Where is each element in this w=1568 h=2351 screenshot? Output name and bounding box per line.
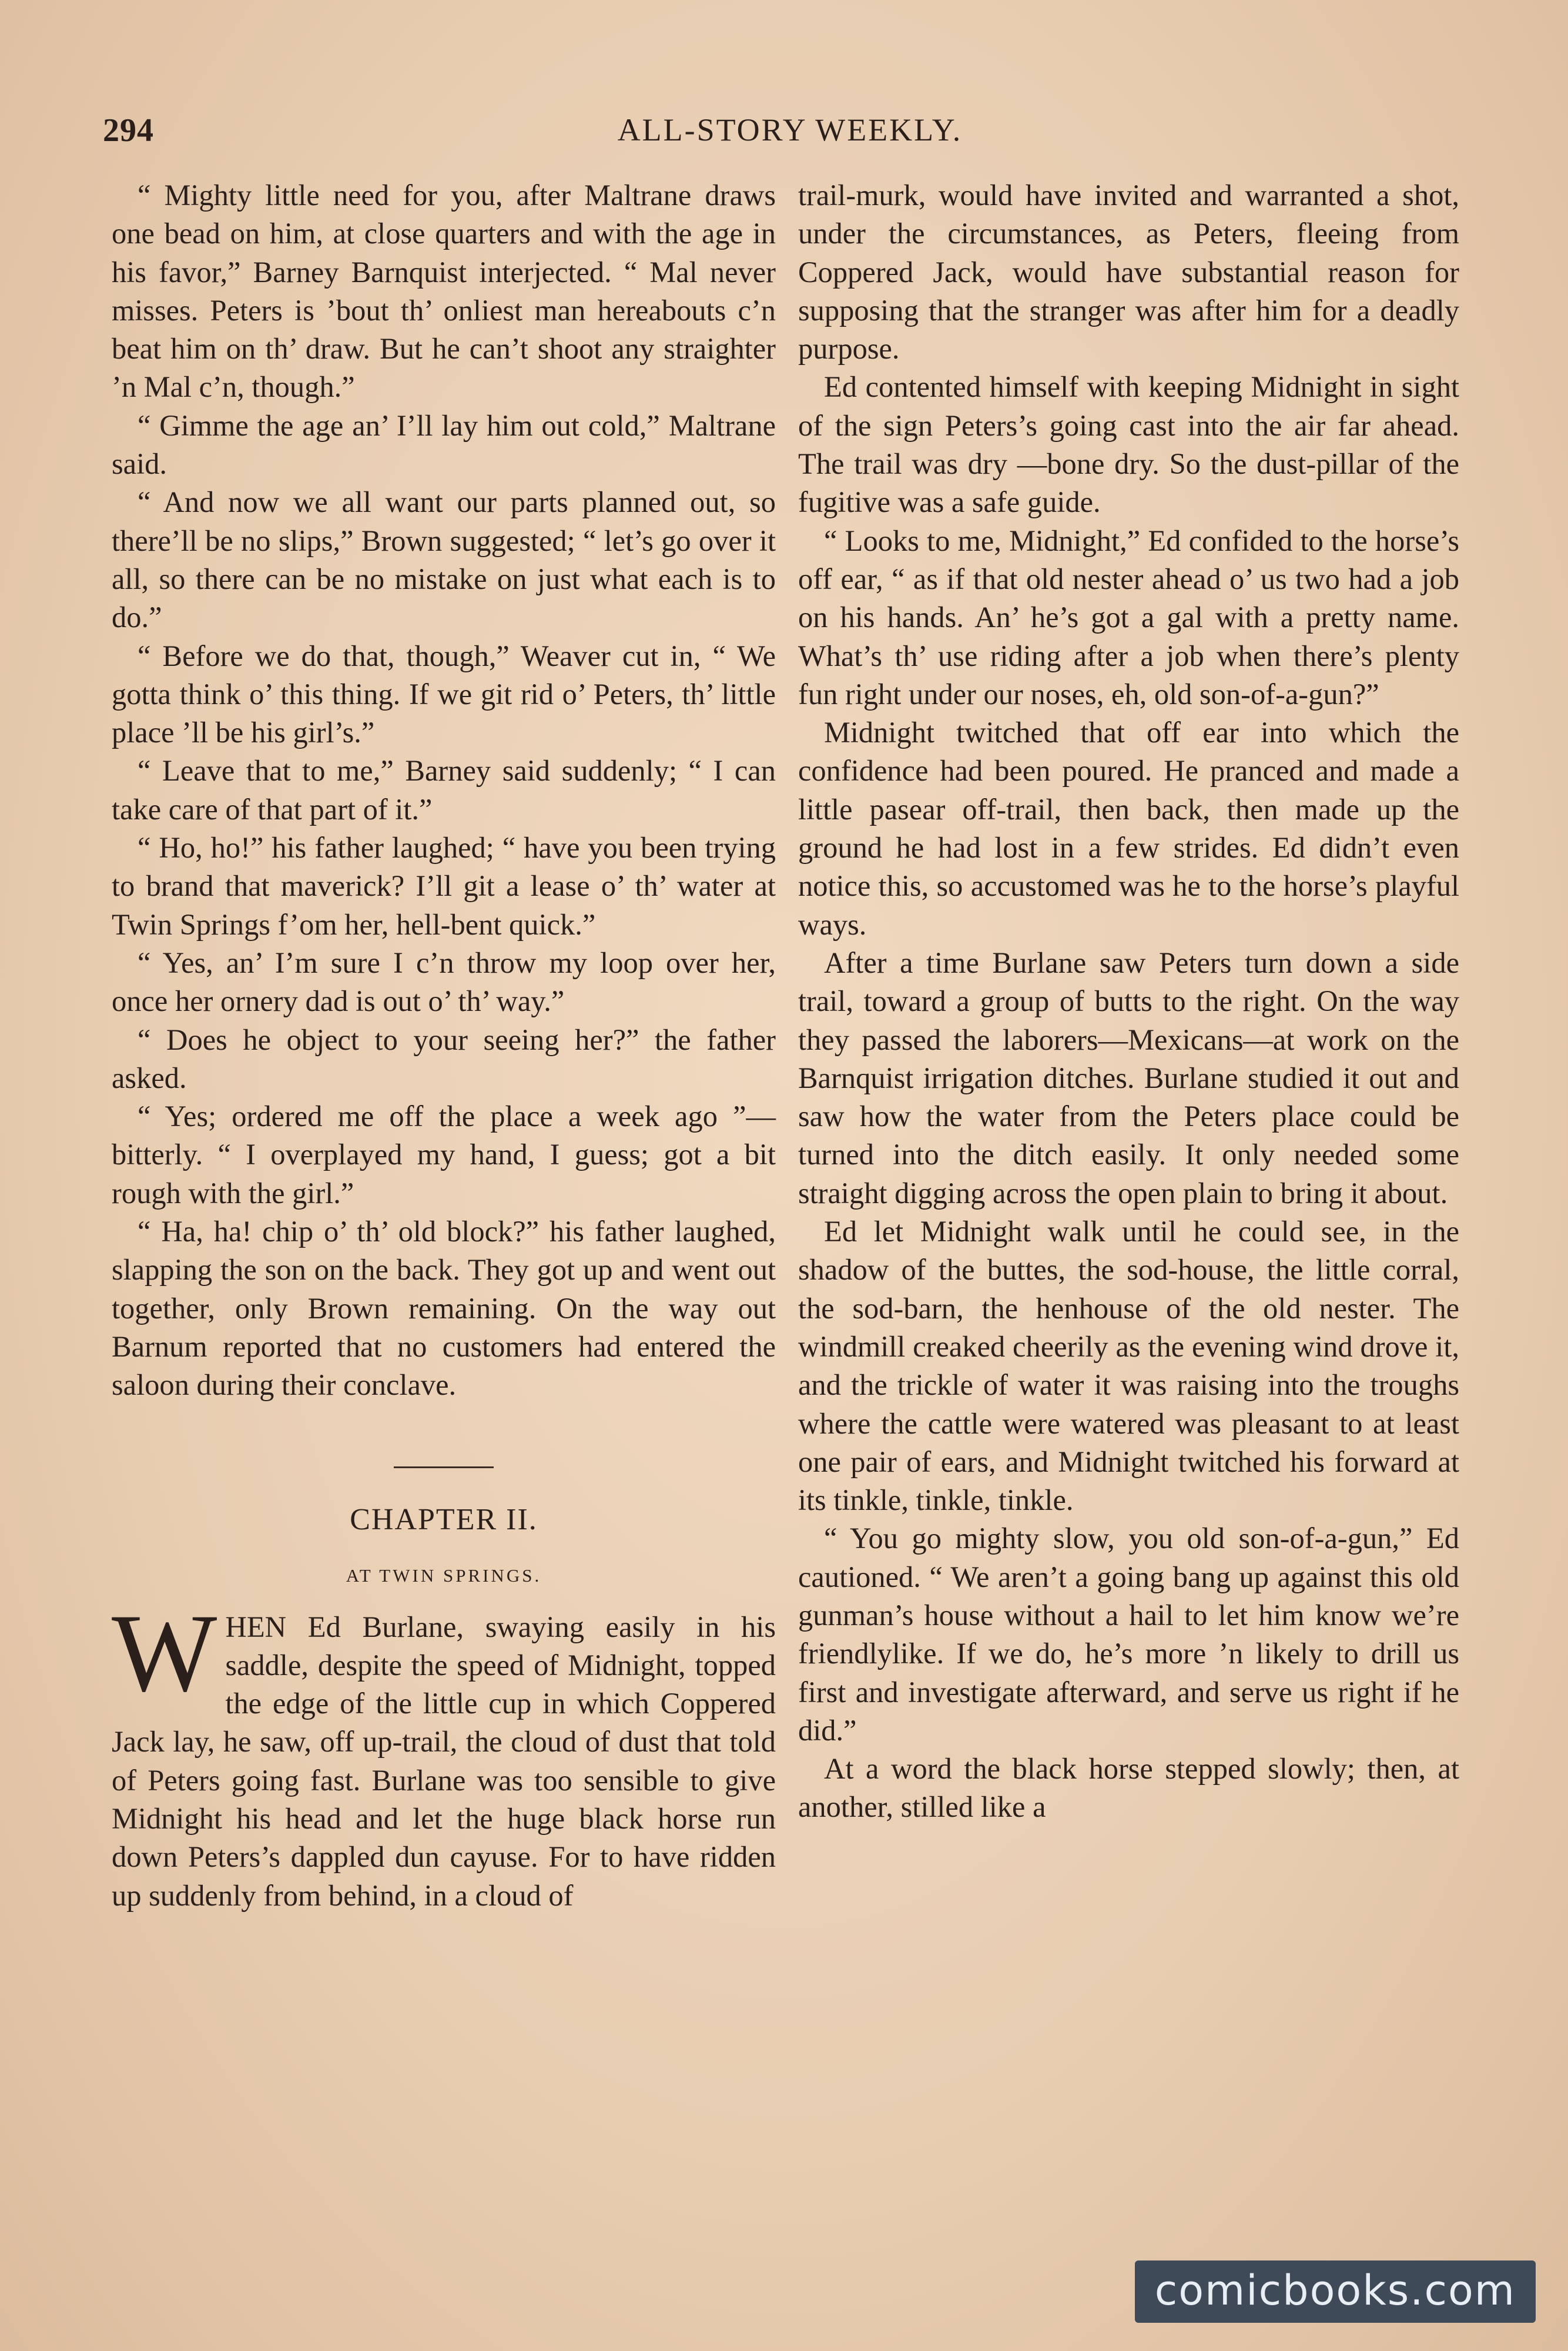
paragraph: “ Before we do that, though,” Weaver cut in, “ We gotta think o’ this thing. If we git rid o’ Peters, th’ little place ’ll be his girl’s.” [112,639,776,749]
opening-text: HEN Ed Burlane, swaying easily in his saddle, despite the speed of Midnight, topped the edge of the little cup in which Coppered Jack lay, he saw, off up-trail, the cloud of dust that told of Peters going fast. Burlane was too sensible to give Midnight his head and let the huge black horse run down Peters’s dappled dun cayuse. For to have ridden up suddenly from behind, in a cloud of [112,1610,776,1912]
left-column [112,176,776,1915]
paragraph: Ed let Midnight walk until he could see, in the shadow of the buttes, the sod-house, the little corral, the sod-barn, the henhouse of the old nester. The windmill creaked cheerily as the evening wind drove it, and the trickle of water it was raising into the troughs where the cattle were watered was pleasant to at least one pair of ears, and Midnight twitched his forward at its tinkle, tinkle, tinkle. [798,1215,1459,1517]
paragraph: “ Gimme the age an’ I’ll lay him out cold,” Maltrane said. [112,408,776,481]
paragraph: “ Mighty little need for you, after Maltrane draws one bead on him, at close quarters and with the age in his favor,” Barney Barnquist interjected. “ Mal never misses. Peters is ’bout th’ onliest man hereabouts c’n beat him on th’ draw. But he can’t shoot any straighter ’n Mal c’n, though.” [112,179,776,404]
paragraph: Ed contented himself with keeping Midnight in sight of the sign Peters’s going cast into the air far ahead. The trail was dry —bone dry. So the dust-pillar of the fugitive was a safe guide. [798,370,1459,519]
running-title: ALL-STORY WEEKLY. [617,112,963,148]
paragraph: “ Does he object to your seeing her?” the father asked. [112,1023,776,1094]
page-number: 294 [103,112,154,149]
drop-cap: W [112,1591,217,1715]
paragraph: trail-murk, would have invited and warranted a shot, under the circumstances, as Peters, fleeing from Coppered Jack, would have substantial reason for supposing that the stranger was after him for a deadly purpose. [798,179,1459,366]
page-header [0,112,1568,153]
right-column [798,176,1459,1827]
paragraph: “ You go mighty slow, you old son-of-a-gun,” Ed cautioned. “ We aren’t a going bang up against this old gunman’s house without a hail to let him know we’re friendlylike. If we do, he’s more ’n likely to drill us first and investigate afterward, and serve us right if he did.” [798,1522,1459,1747]
paragraph: At a word the black horse stepped slowly; then, at another, stilled like a [798,1752,1459,1824]
paragraph: “ Ho, ho!” his father laughed; “ have you been trying to brand that maverick? I’ll git a lease o’ th’ water at Twin Springs f’om her, hell-bent quick.” [112,831,776,941]
paragraph: “ Ha, ha! chip o’ th’ old block?” his father laughed, slapping the son on the back. They got up and went out together, only Brown remaining. On the way out Barnum reported that no customers had entered the saloon during their conclave. [112,1215,776,1402]
paragraph: “ Yes; ordered me off the place a week ago ”—bitterly. “ I overplayed my hand, I guess; got a bit rough with the girl.” [112,1100,776,1210]
chapter-title: CHAPTER II. [350,1502,538,1536]
watermark-badge: comicbooks.com [1135,2260,1536,2323]
paragraph: After a time Burlane saw Peters turn down a side trail, toward a group of butts to the right. On the way they passed the laborers—Mexicans—at work on the Barnquist irrigation ditches. Burlane studied it out and saw how the water from the Peters place could be turned into the ditch easily. It only needed some straight digging across the open plain to bring it about. [798,946,1459,1210]
paragraph: “ Looks to me, Midnight,” Ed confided to the horse’s off ear, “ as if that old nester ahead o’ us two had a job on his hands. An’ he’s got a gal with a pretty name. What’s th’ use riding after a job when there’s plenty fun right under our noses, eh, old son-of-a-gun?” [798,524,1459,711]
section-divider [394,1466,494,1468]
paragraph: “ Leave that to me,” Barney said suddenly; “ I can take care of that part of it.” [112,754,776,826]
paragraph: Midnight twitched that off ear into which the confidence had been poured. He pranced and made a little pasear off-trail, then back, then made up the ground he had lost in a few strides. Ed didn’t even notice this, so accustomed was he to the horse’s playful ways. [798,716,1459,941]
chapter-subtitle: AT TWIN SPRINGS. [346,1565,542,1586]
chapter-opening-paragraph [112,1591,776,1915]
paragraph: “ Yes, an’ I’m sure I c’n throw my loop over her, once her ornery dad is out o’ th’ way.” [112,946,776,1018]
paragraph: “ And now we all want our parts planned out, so there’ll be no slips,” Brown suggested; “ let’s go over it all, so there can be no mistake on just what each is to do.” [112,485,776,634]
